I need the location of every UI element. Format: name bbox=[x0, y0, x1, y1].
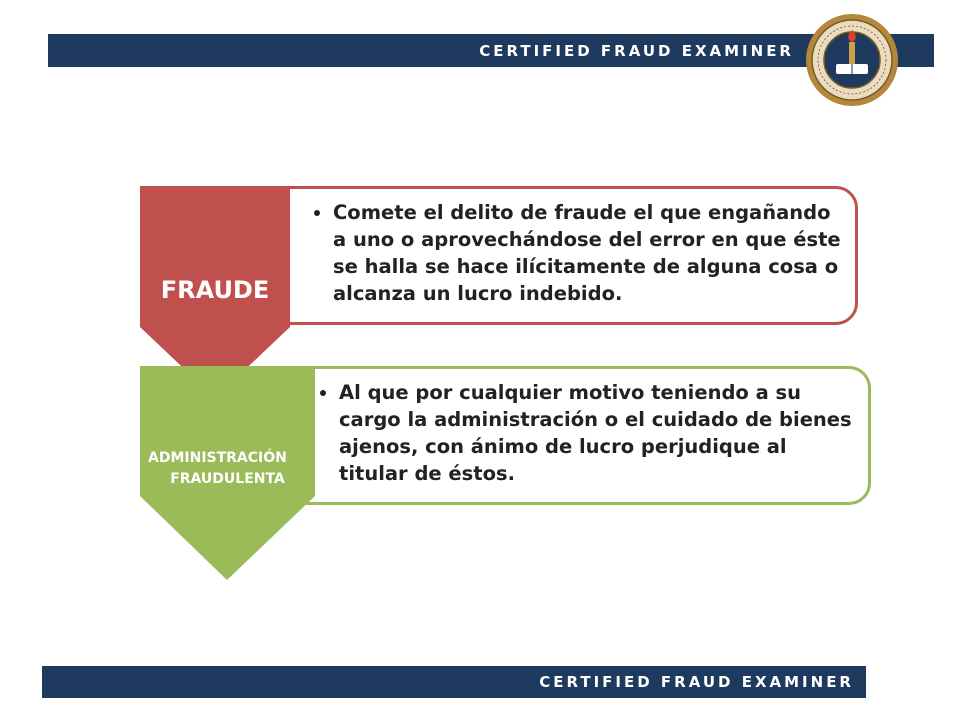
administracion-description: • Al que por cualquier motivo teniendo a su cargo la administración o el cuidado de bienes ajenos, con ánimo de lucro perjudique al titular de éstos. bbox=[339, 379, 858, 487]
acfe-seal-icon bbox=[804, 12, 900, 108]
administracion-label bbox=[140, 448, 315, 490]
fraude-description-box bbox=[226, 186, 858, 325]
header-banner bbox=[48, 34, 934, 67]
administracion-label-line1: ADMINISTRACIÓN bbox=[148, 450, 287, 466]
fraude-description: • Comete el delito de fraude el que engañando a uno o aprovechándose del error en que éste se halla se hace ilícitamente de alguna cosa o alcanza un lucro indebido. bbox=[333, 199, 845, 307]
footer-banner-text: CERTIFIED FRAUD EXAMINER bbox=[539, 673, 854, 691]
header-banner-text: CERTIFIED FRAUD EXAMINER bbox=[479, 41, 794, 60]
administracion-label-line2: FRAUDULENTA bbox=[170, 471, 285, 487]
footer-banner bbox=[42, 666, 866, 698]
administracion-description-box bbox=[296, 366, 871, 505]
fraude-label: FRAUDE bbox=[160, 276, 270, 304]
